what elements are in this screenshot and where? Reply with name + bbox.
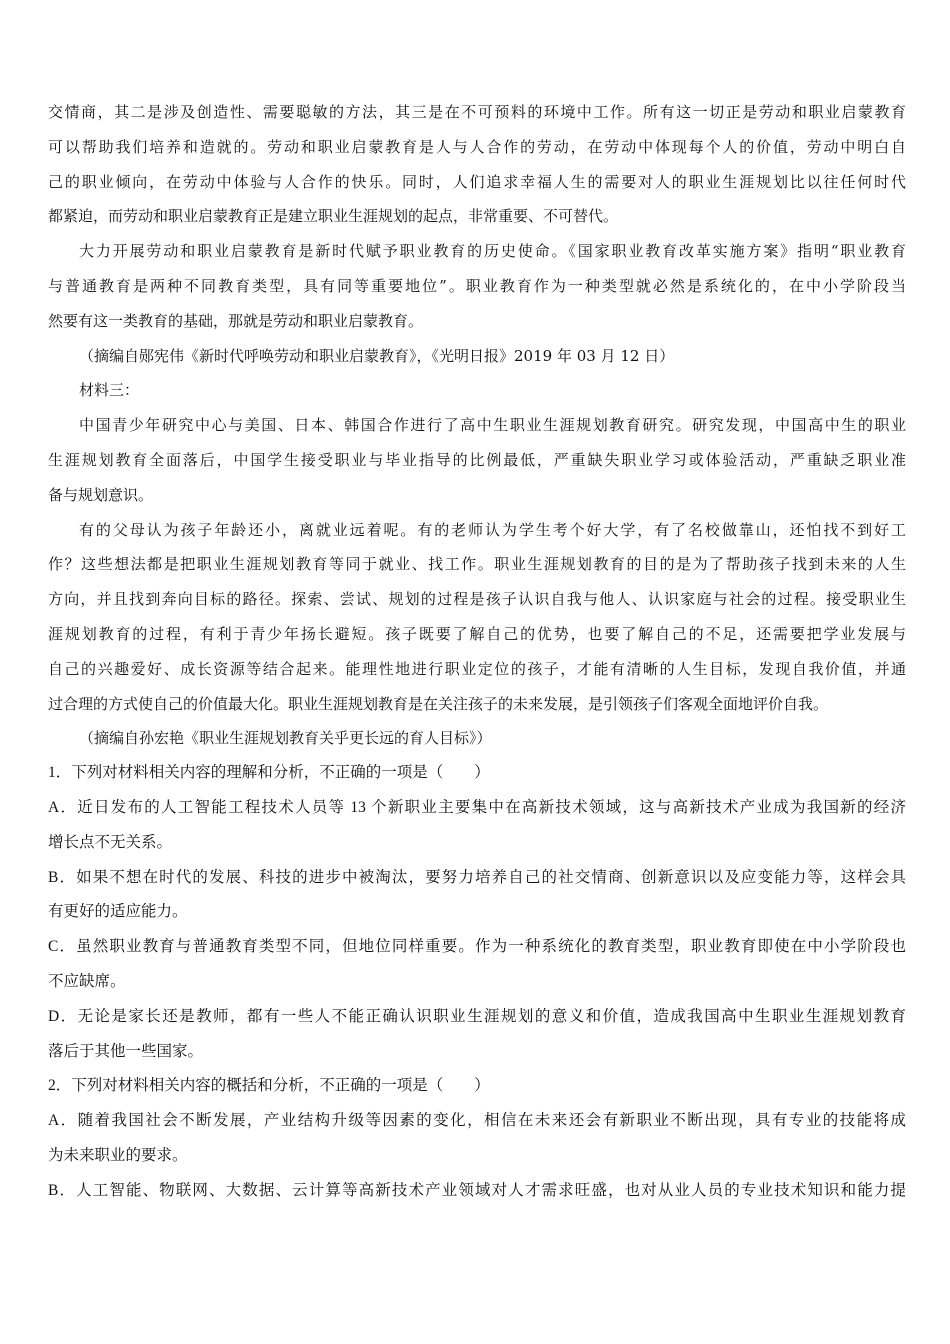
text-line: 然要有这一类教育的基础，那就是劳动和职业启蒙教育。 xyxy=(48,311,424,330)
question-paragraph xyxy=(48,1069,906,1104)
body-paragraph xyxy=(48,408,906,512)
text-line: 1．下列对材料相关内容的理解和分析，不正确的一项是（ ） xyxy=(48,764,490,782)
text-line: 大力开展劳动和职业启蒙教育是新时代赋予职业教育的历史使命。《国家职业教育改革实施方案》指明“职业教育 xyxy=(79,242,906,261)
question-paragraph xyxy=(48,1000,906,1070)
document-page xyxy=(48,95,906,1209)
text-line: （摘编自孙宏艳《职业生涯规划教育关乎更长远的育人目标》） xyxy=(79,729,492,748)
text-line: 生涯规划教育全面落后，中国学生接受职业与毕业指导的比例最低，严重缺失职业学习或体验活动，严重缺乏职业准 xyxy=(48,450,906,469)
text-line: B．如果不想在时代的发展、科技的进步中被淘汰，要努力培养自己的社交情商、创新意识以及应变能力等，这样会具 xyxy=(48,868,906,886)
body-paragraph xyxy=(48,234,906,338)
body-paragraph xyxy=(48,513,906,722)
question-paragraph xyxy=(48,1104,906,1174)
body-paragraph xyxy=(48,339,906,374)
text-line: 过合理的方式使自己的价值最大化。职业生涯规划教育是在关注孩子的未来发展，是引领孩子们客观全面地评价自我。 xyxy=(48,694,829,713)
text-line: 可以帮助我们培养和造就的。劳动和职业启蒙教育是人与人合作的劳动，在劳动中体现每个人的价值，劳动中明白自 xyxy=(48,137,906,156)
text-line: （摘编自郧宪伟《新时代呼唤劳动和职业启蒙教育》，《光明日报》2019 年 03 月 12 日） xyxy=(79,346,675,365)
text-line: C．虽然职业教育与普通教育类型不同，但地位同样重要。作为一种系统化的教育类型，职业教育即使在中小学阶段也 xyxy=(48,938,906,956)
text-line: 交情商，其二是涉及创造性、需要聪敏的方法，其三是在不可预料的环境中工作。所有这一切正是劳动和职业启蒙教育 xyxy=(48,103,906,121)
text-line: 有的父母认为孩子年龄还小，离就业远着呢。有的老师认为学生考个好大学，有了名校做靠山，还怕找不到好工 xyxy=(79,520,906,539)
text-line: 与普通教育是两种不同教育类型，具有同等重要地位”。职业教育作为一种类型就必然是系统化的，在中小学阶段当 xyxy=(48,276,906,295)
question-paragraph xyxy=(48,861,906,931)
text-line: A．随着我国社会不断发展，产业结构升级等因素的变化，相信在未来还会有新职业不断出现，具有专业的技能将成 xyxy=(48,1112,906,1130)
text-line: 2．下列对材料相关内容的概括和分析，不正确的一项是（ ） xyxy=(48,1077,490,1095)
text-line: 涯规划教育的过程，有利于青少年扬长避短。孩子既要了解自己的优势，也要了解自己的不足，还需要把学业发展与 xyxy=(48,624,906,643)
question-paragraph xyxy=(48,1174,906,1209)
text-line: B．人工智能、物联网、大数据、云计算等高新技术产业领域对人才需求旺盛，也对从业人员的专业技术知识和能力提 xyxy=(48,1181,906,1199)
text-line: 不应缺席。 xyxy=(48,972,126,990)
text-line: D．无论是家长还是教师，都有一些人不能正确认识职业生涯规划的意义和价值，造成我国高中生职业生涯规划教育 xyxy=(48,1007,906,1025)
text-line: 中国青少年研究中心与美国、日本、韩国合作进行了高中生职业生涯规划教育研究。研究发现，中国高中生的职业 xyxy=(79,416,906,435)
text-line: A．近日发布的人工智能工程技术人员等 13 个新职业主要集中在高新技术领域，这与高新技术产业成为我国新的经济 xyxy=(48,798,906,816)
text-line: 己的职业倾向，在劳动中体验与人合作的快乐。同时，人们追求幸福人生的需要对人的职业生涯规划比以往任何时代 xyxy=(48,172,906,191)
text-line: 增长点不无关系。 xyxy=(48,833,173,851)
text-line: 材料三： xyxy=(79,381,140,400)
text-line: 方向，并且找到奔向目标的路径。探索、尝试、规划的过程是孩子认识自我与他人、认识家庭与社会的过程。接受职业生 xyxy=(48,590,906,609)
question-paragraph xyxy=(48,756,906,791)
text-line: 为未来职业的要求。 xyxy=(48,1146,188,1164)
text-line: 备与规划意识。 xyxy=(48,485,154,504)
text-line: 自己的兴趣爱好、成长资源等结合起来。能理性地进行职业定位的孩子，才能有清晰的人生目标，发现自我价值，并通 xyxy=(48,659,906,678)
text-line: 落后于其他一些国家。 xyxy=(48,1042,204,1060)
text-line: 作？这些想法都是把职业生涯规划教育等同于就业、找工作。职业生涯规划教育的目的是为了帮助孩子找到未来的人生 xyxy=(48,555,906,574)
body-paragraph xyxy=(48,721,906,756)
question-paragraph xyxy=(48,930,906,1000)
text-line: 都紧迫，而劳动和职业启蒙教育正是建立职业生涯规划的起点，非常重要、不可替代。 xyxy=(48,207,619,226)
question-paragraph xyxy=(48,791,906,861)
body-paragraph xyxy=(48,95,906,234)
text-line: 有更好的适应能力。 xyxy=(48,903,188,921)
body-paragraph xyxy=(48,373,906,408)
